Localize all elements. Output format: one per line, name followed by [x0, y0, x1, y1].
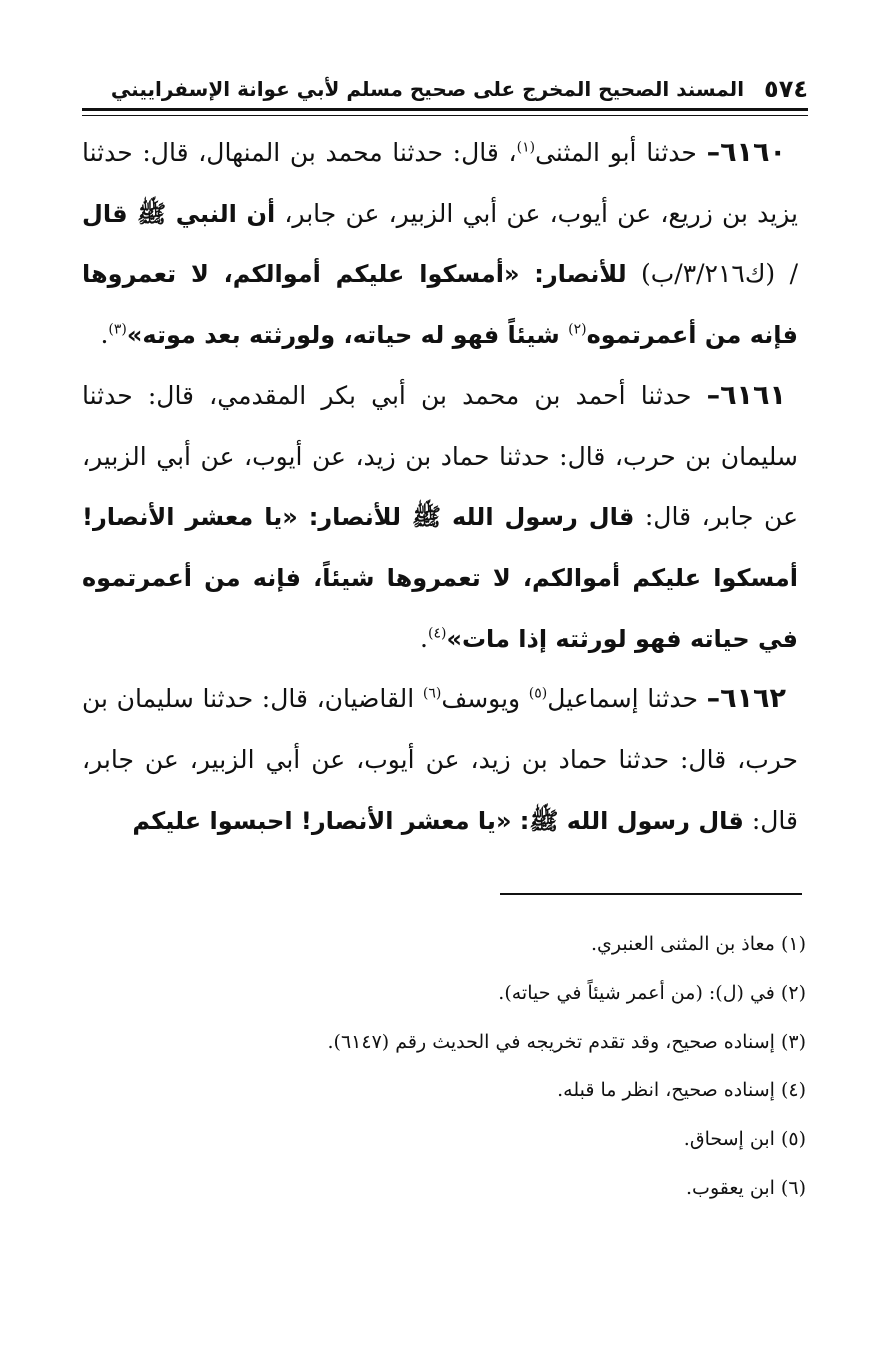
footnote-ref: (٣)	[108, 321, 127, 338]
hadith-number: ٦١٦١–	[706, 379, 786, 411]
footnote-ref: (٤)	[427, 625, 447, 642]
footnote-ref: (١)	[516, 139, 536, 156]
header-rule-thin	[82, 115, 808, 116]
running-title: المسند الصحيح المخرج على صحيح مسلم لأبي عوانة الإسفراييني	[110, 77, 745, 101]
period: .	[100, 320, 109, 350]
footnote-ref: (٥)	[528, 686, 548, 702]
isnad-text: ويوسف	[441, 684, 529, 714]
matn-text: شيئاً فهو له حياته، ولورثته بعد موته»	[126, 321, 569, 350]
footnote-6: (٦) ابن يعقوب.	[686, 1176, 806, 1199]
main-text	[82, 123, 798, 851]
matn-text: للأنصار: «أمسكوا عليكم أموالكم، لا تعمروها فإنه من أعمرتموه	[82, 260, 798, 350]
footnote-2: (٢) في (ل): (من أعمر شيئاً في حياته).	[498, 981, 806, 1004]
matn-text: قال رسول الله ﷺ للأنصار: «يا معشر الأنصار! أمسكوا عليكم أموالكم، لا تعمروها شيئاً، فإنه من أعمرتموه في حياته فهو لورثته إذا مات»	[82, 503, 798, 653]
footnote-separator	[500, 893, 802, 895]
period: .	[420, 623, 428, 653]
isnad-text: حدثنا إسماعيل	[547, 684, 707, 714]
page-number: ٥٧٤	[764, 75, 808, 103]
footnote-4: (٤) إسناده صحيح، انظر ما قبله.	[557, 1079, 806, 1102]
hadith-6162	[82, 669, 798, 851]
hadith-6160	[82, 123, 798, 366]
isnad-text: القاضيان، قال: حدثنا سليمان بن حرب، قال: حدثنا حماد بن زيد، عن أيوب، عن أبي الزبير، عن جابر، قال:	[82, 684, 798, 835]
footnote-5: (٥) ابن إسحاق.	[683, 1128, 806, 1151]
footnote-3: (٣) إسناده صحيح، وقد تقدم تخريجه في الحديث رقم (٦١٤٧).	[327, 1030, 806, 1053]
footnote-1: (١) معاذ بن المثنى العنبري.	[590, 933, 806, 955]
hadith-number: ٦١٦٠–	[706, 137, 786, 168]
hadith-6161	[82, 366, 798, 670]
footnote-ref: (٢)	[568, 321, 587, 338]
isnad-text: حدثنا أحمد بن محمد بن أبي بكر المقدمي، قال: حدثنا سليمان بن حرب، قال: حدثنا حماد بن زيد، عن أيوب، عن أبي الزبير، عن جابر، قال:	[82, 380, 798, 532]
footnotes	[327, 920, 806, 1213]
hadith-number: ٦١٦٢–	[706, 683, 787, 715]
footnote-ref: (٦)	[422, 686, 442, 702]
matn-text: قال رسول الله ﷺ: «يا معشر الأنصار! احبسوا عليكم	[132, 806, 744, 835]
isnad-text: ، قال: حدثنا محمد بن المنهال، قال: حدثنا يزيد بن زريع، عن أيوب، عن أبي الزبير، عن جابر،	[82, 138, 798, 228]
isnad-text: حدثنا أبو المثنى	[535, 138, 707, 167]
manuscript-ref: / (ك٣/٢١٦/ب)	[626, 259, 798, 289]
matn-text: أن النبي ﷺ قال	[82, 199, 276, 228]
page-header	[82, 76, 808, 102]
header-rule-thick	[82, 108, 808, 111]
